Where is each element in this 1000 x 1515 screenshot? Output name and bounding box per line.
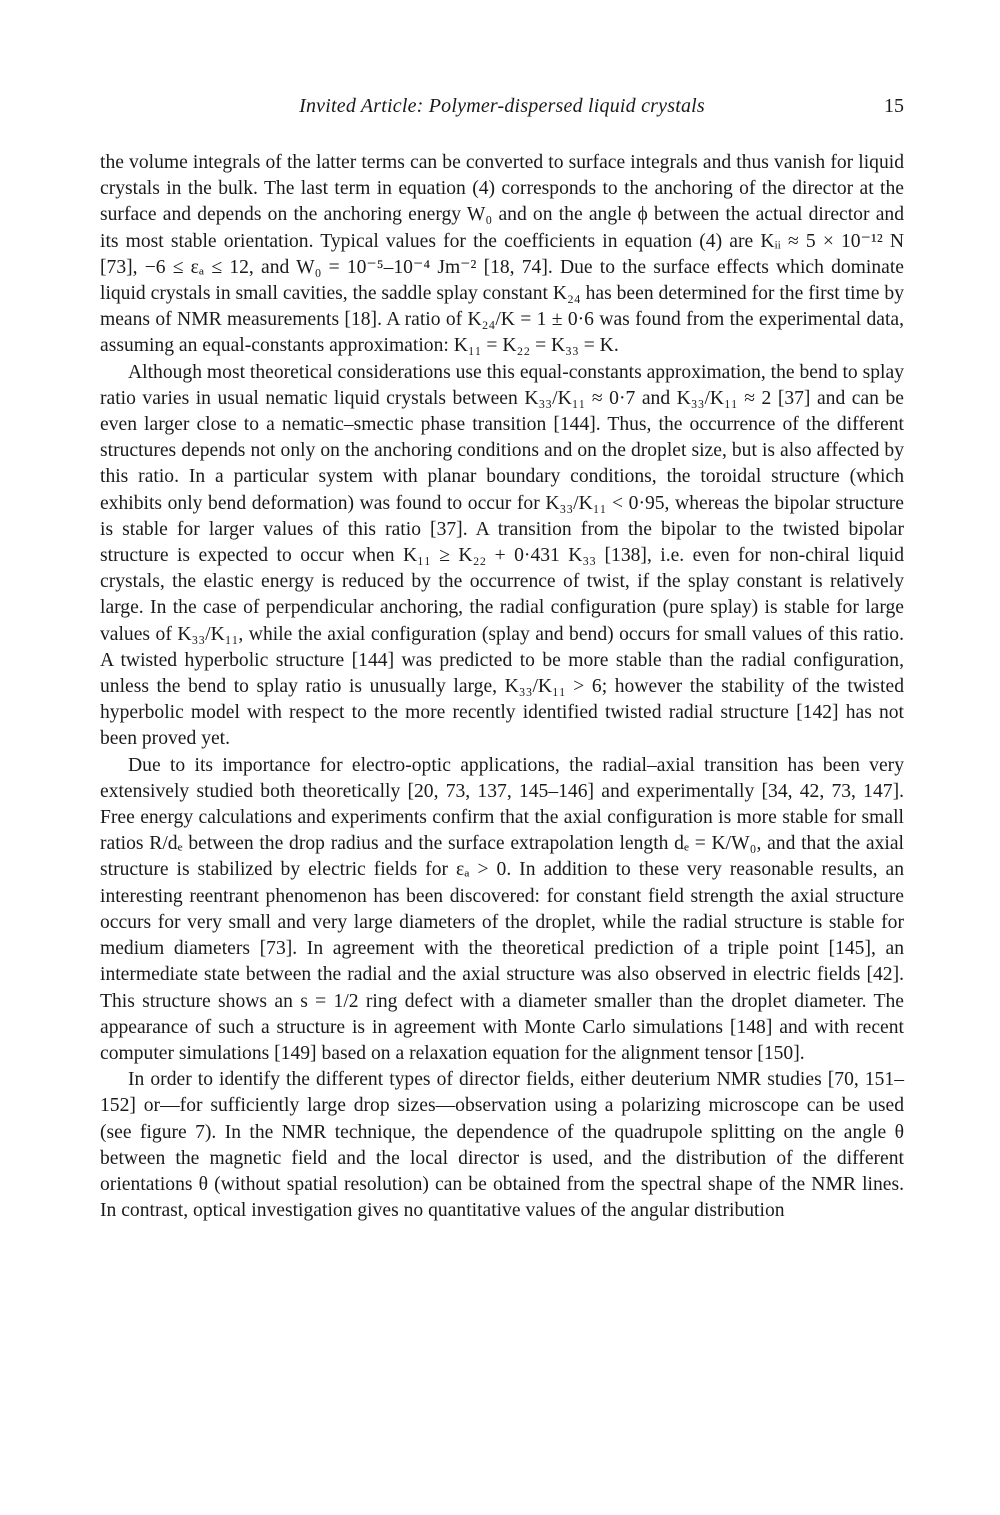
running-header [100,95,904,123]
paragraph-4: In order to identify the different types of director fields, either deuterium NMR studies [70, 151–152] or—for sufficiently large drop sizes—observation using a polarizing microscope can be used (see figure 7). In the NMR technique, the dependence of the quadrupole splitting on the angle θ between the magnetic field and the local director is used, and the distribution of the different orientations θ (without spatial resolution) can be obtained from the spectral shape of the NMR lines. In contrast, optical investigation gives no quantitative values of the angular distribution [100,1069,904,1222]
paragraph-3: Due to its importance for electro-optic applications, the radial–axial transition has been very extensively studied both theoretically [20, 73, 137, 145–146] and experimentally [34, 42, 73, 147]. Free energy calculations and experiments confirm that the axial configuration is more stable for small ratios R/dₑ between the drop radius and the surface extrapolation length dₑ = K/W₀, and that the axial structure is stabilized by electric fields for εₐ > 0. In addition to these very reasonable results, an interesting reentrant phenomenon has been discovered: for constant field strength the axial structure occurs for very small and very large diameters of the droplet, while the radial structure is stable for medium diameters [73]. In agreement with the theoretical prediction of a triple point [145], an intermediate state between the radial and the axial structure was also observed in electric fields [42]. This structure shows an s = 1/2 ring defect with a diameter smaller than the droplet diameter. The appearance of such a structure is in agreement with Monte Carlo simulations [148] and with recent computer simulations [149] based on a relaxation equation for the alignment tensor [150]. [100,754,904,1064]
body-text [100,150,904,1224]
page-number: 15 [884,95,904,117]
paragraph-2: Although most theoretical considerations use this equal-constants approximation, the bend to splay ratio varies in usual nematic liquid crystals between K₃₃/K₁₁ ≈ 0·7 and K₃₃/K₁₁ ≈ 2 [37] and can be even larger close to a nematic–smectic phase transition [144]. Thus, the occurrence of the different structures depends not only on the anchoring conditions and on the droplet size, but is also affected by this ratio. In a particular system with planar boundary conditions, the toroidal structure (which exhibits only bend deformation) was found to occur for K₃₃/K₁₁ < 0·95, whereas the bipolar structure is stable for larger values of this ratio [37]. A transition from the bipolar to the twisted bipolar structure is expected to occur when K₁₁ ≥ K₂₂ + 0·431 K₃₃ [138], i.e. even for non-chiral liquid crystals, the elastic energy is reduced by the occurrence of twist, if the splay constant is relatively large. In the case of perpendicular anchoring, the radial configuration (pure splay) is stable for large values of K₃₃/K₁₁, while the axial configuration (splay and bend) occurs for small values of this ratio. A twisted hyperbolic structure [144] was predicted to be more stable than the radial configuration, unless the bend to splay ratio is unusually large, K₃₃/K₁₁ > 6; however the stability of the twisted hyperbolic model with respect to the more recently identified twisted radial structure [142] has not been proved yet. [100,361,904,750]
paragraph-1: the volume integrals of the latter terms can be converted to surface integrals and thus vanish for liquid crystals in the bulk. The last term in equation (4) corresponds to the anchoring of the director at the surface and depends on the anchoring energy W₀ and on the angle ϕ between the actual director and its most stable orientation. Typical values for the coefficients in equation (4) are Kᵢᵢ ≈ 5 × 10⁻¹² N [73], −6 ≤ εₐ ≤ 12, and W₀ = 10⁻⁵–10⁻⁴ Jm⁻² [18, 74]. Due to the surface effects which dominate liquid crystals in small cavities, the saddle splay constant K₂₄ has been determined for the first time by means of NMR measurements [18]. A ratio of K₂₄/K = 1 ± 0·6 was found from the experimental data, assuming an equal-constants approximation: K₁₁ = K₂₂ = K₃₃ = K. [100,152,904,357]
running-title: Invited Article: Polymer-dispersed liquid crystals [299,95,705,117]
